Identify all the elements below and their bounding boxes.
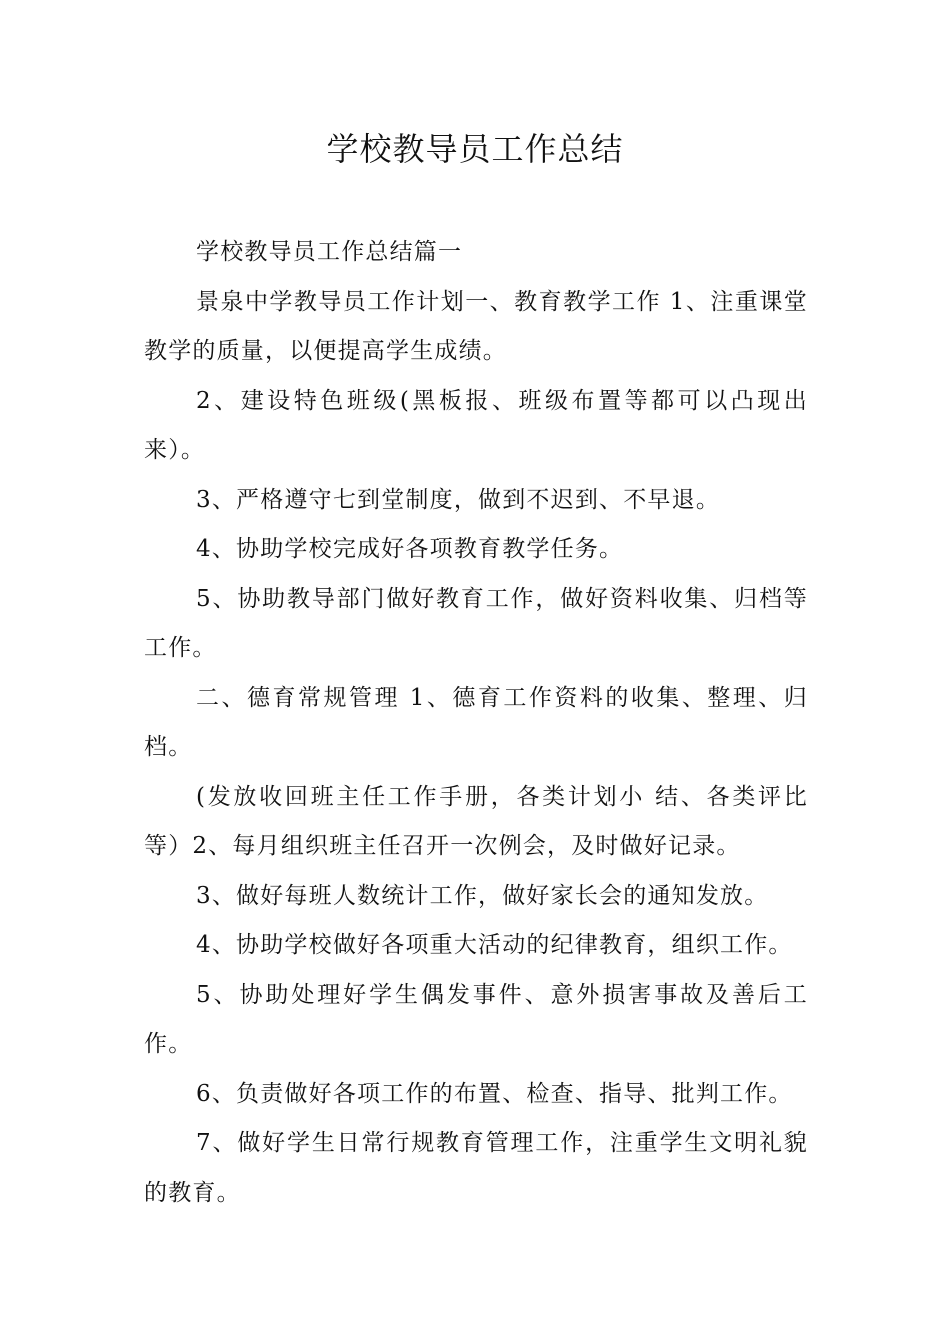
paragraph: 3、做好每班人数统计工作，做好家长会的通知发放。 [196, 882, 769, 909]
paragraph: 7、做好学生日常行规教育管理工作，注重学生文明礼貌的教育。 [144, 1130, 808, 1206]
paragraph: 4、协助学校完成好各项教育教学任务。 [196, 536, 624, 562]
paragraph: 5、协助处理好学生偶发事件、意外损害事故及善后工作。 [144, 981, 808, 1057]
paragraph: 2、建设特色班级(黑板报、班级布置等都可以凸现出来）。 [144, 387, 808, 463]
paragraph: 5、协助教导部门做好教育工作，做好资料收集、归档等工作。 [144, 585, 808, 661]
paragraph: 4、协助学校做好各项重大活动的纪律教育，组织工作。 [196, 932, 793, 958]
paragraph: 二、德育常规管理 1、德育工作资料的收集、整理、归档。 [144, 684, 808, 760]
paragraph: (发放收回班主任工作手册，各类计划小 结、各类评比等）2、每月组织班主任召开一次例会，及时做好记录。 [144, 783, 808, 859]
document-body [144, 228, 808, 1218]
paragraph: 3、严格遵守七到堂制度，做到不迟到、不早退。 [196, 486, 721, 513]
document-title: 学校教导员工作总结 [326, 130, 624, 168]
paragraph: 景泉中学教导员工作计划一、教育教学工作 1、注重课堂教学的质量，以便提高学生成绩。 [144, 288, 808, 364]
paragraph-section-heading: 学校教导员工作总结篇一 [196, 239, 463, 265]
paragraph: 6、负责做好各项工作的布置、检查、指导、批判工作。 [196, 1080, 793, 1107]
